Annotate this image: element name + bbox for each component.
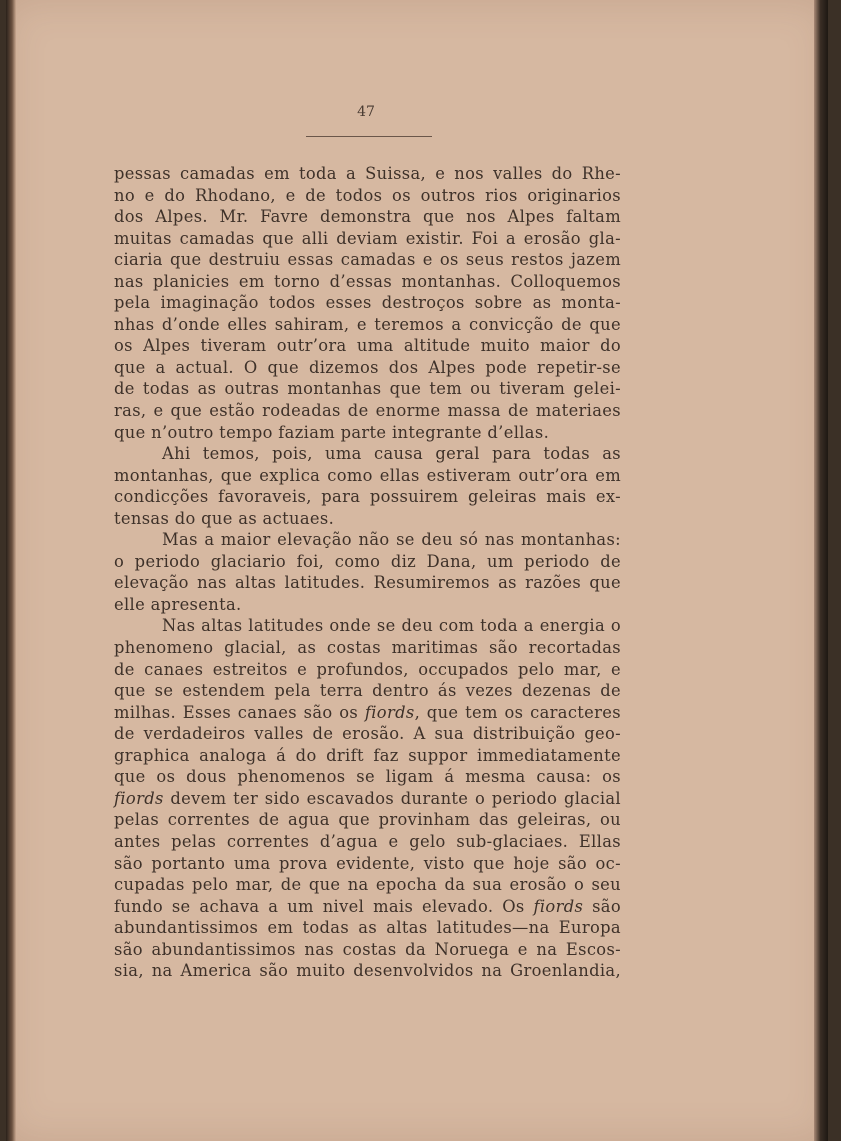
text-line: nhas d’onde elles sahiram, e teremos a convicção de que	[114, 314, 621, 334]
text-line: milhas. Esses canaes são os fiords, que tem os caracteres	[114, 702, 621, 722]
text-line: os Alpes tiveram outr’ora uma altitude muito maior do	[114, 336, 621, 356]
text-line: dos Alpes. Mr. Favre demonstra que nos Alpes faltam	[114, 207, 621, 227]
body-text	[114, 163, 621, 982]
text-line: fiords devem ter sido escavados durante o periodo glacial	[114, 788, 621, 808]
text-line: que se estendem pela terra dentro ás vezes dezenas de	[114, 681, 621, 701]
text-line: de todas as outras montanhas que tem ou tiveram gelei-	[114, 379, 621, 399]
paragraph-last-line: que n’outro tempo faziam parte integrante d’ellas.	[114, 422, 550, 442]
text-line: são abundantissimos nas costas da Noruega e na Escos-	[114, 939, 621, 959]
text-line: sia, na America são muito desenvolvidos na Groenlandia,	[114, 961, 621, 981]
italic-term: fiords	[533, 896, 584, 916]
text-line: são portanto uma prova evidente, visto que hoje são oc-	[114, 853, 621, 873]
text-line: de canaes estreitos e profundos, occupados pelo mar, e	[114, 659, 621, 679]
italic-term: fiords	[364, 702, 415, 722]
text-line: antes pelas correntes d’agua e gelo sub-glaciaes. Ellas	[114, 831, 621, 851]
italic-term: fiords	[114, 788, 164, 808]
page-number: 47	[357, 104, 375, 120]
page-edge-shadow	[814, 0, 828, 1141]
paragraph-first-line: Ahi temos, pois, uma causa geral para todas as	[162, 444, 621, 464]
book-page	[6, 0, 828, 1141]
text-line: fundo se achava a um nivel mais elevado. Os fiords são	[114, 896, 621, 916]
text-line: o periodo glaciario foi, como diz Dana, um periodo de	[114, 551, 621, 571]
text-line: montanhas, que explica como ellas estiveram outr’ora em	[114, 465, 621, 485]
text-line: que a actual. O que dizemos dos Alpes pode repetir-se	[114, 357, 621, 377]
text-line: pessas camadas em toda a Suissa, e nos valles do Rhe-	[114, 164, 621, 183]
paragraph-last-line: tensas do que as actuaes.	[114, 508, 335, 528]
text-line: no e do Rhodano, e de todos os outros rios originarios	[114, 185, 621, 205]
header-rule	[306, 136, 432, 137]
text-line: ras, e que estão rodeadas de enorme massa de materiaes	[114, 401, 621, 421]
text-line: pela imaginação todos esses destroços sobre as monta-	[114, 293, 621, 313]
text-line: nas planicies em torno d’essas montanhas. Colloquemos	[114, 271, 621, 291]
text-line: muitas camadas que alli deviam existir. Foi a erosão gla-	[114, 228, 621, 248]
text-line: pelas correntes de agua que provinham das geleiras, ou	[114, 810, 621, 830]
text-line: que os dous phenomenos se ligam á mesma causa: os	[114, 767, 621, 787]
text-line: cupadas pelo mar, de que na epocha da sua erosão o seu	[114, 875, 621, 895]
paragraph-first-line: Nas altas latitudes onde se deu com toda a energia o	[162, 616, 621, 636]
text-line: condicções favoraveis, para possuirem geleiras mais ex-	[114, 487, 621, 507]
text-line: phenomeno glacial, as costas maritimas são recortadas	[114, 638, 621, 658]
paragraph-first-line: Mas a maior elevação não se deu só nas montanhas:	[162, 530, 621, 550]
paragraph-last-line: elle apresenta.	[114, 594, 242, 614]
text-line: de verdadeiros valles de erosão. A sua distribuição geo-	[114, 724, 621, 744]
text-line: abundantissimos em todas as altas latitudes—na Europa	[114, 918, 621, 938]
text-line: elevação nas altas latitudes. Resumiremos as razões que	[114, 573, 621, 593]
text-line: graphica analoga á do drift faz suppor immediatamente	[114, 745, 621, 765]
text-line: ciaria que destruiu essas camadas e os seus restos jazem	[114, 250, 621, 270]
binding-edge	[6, 0, 16, 1141]
